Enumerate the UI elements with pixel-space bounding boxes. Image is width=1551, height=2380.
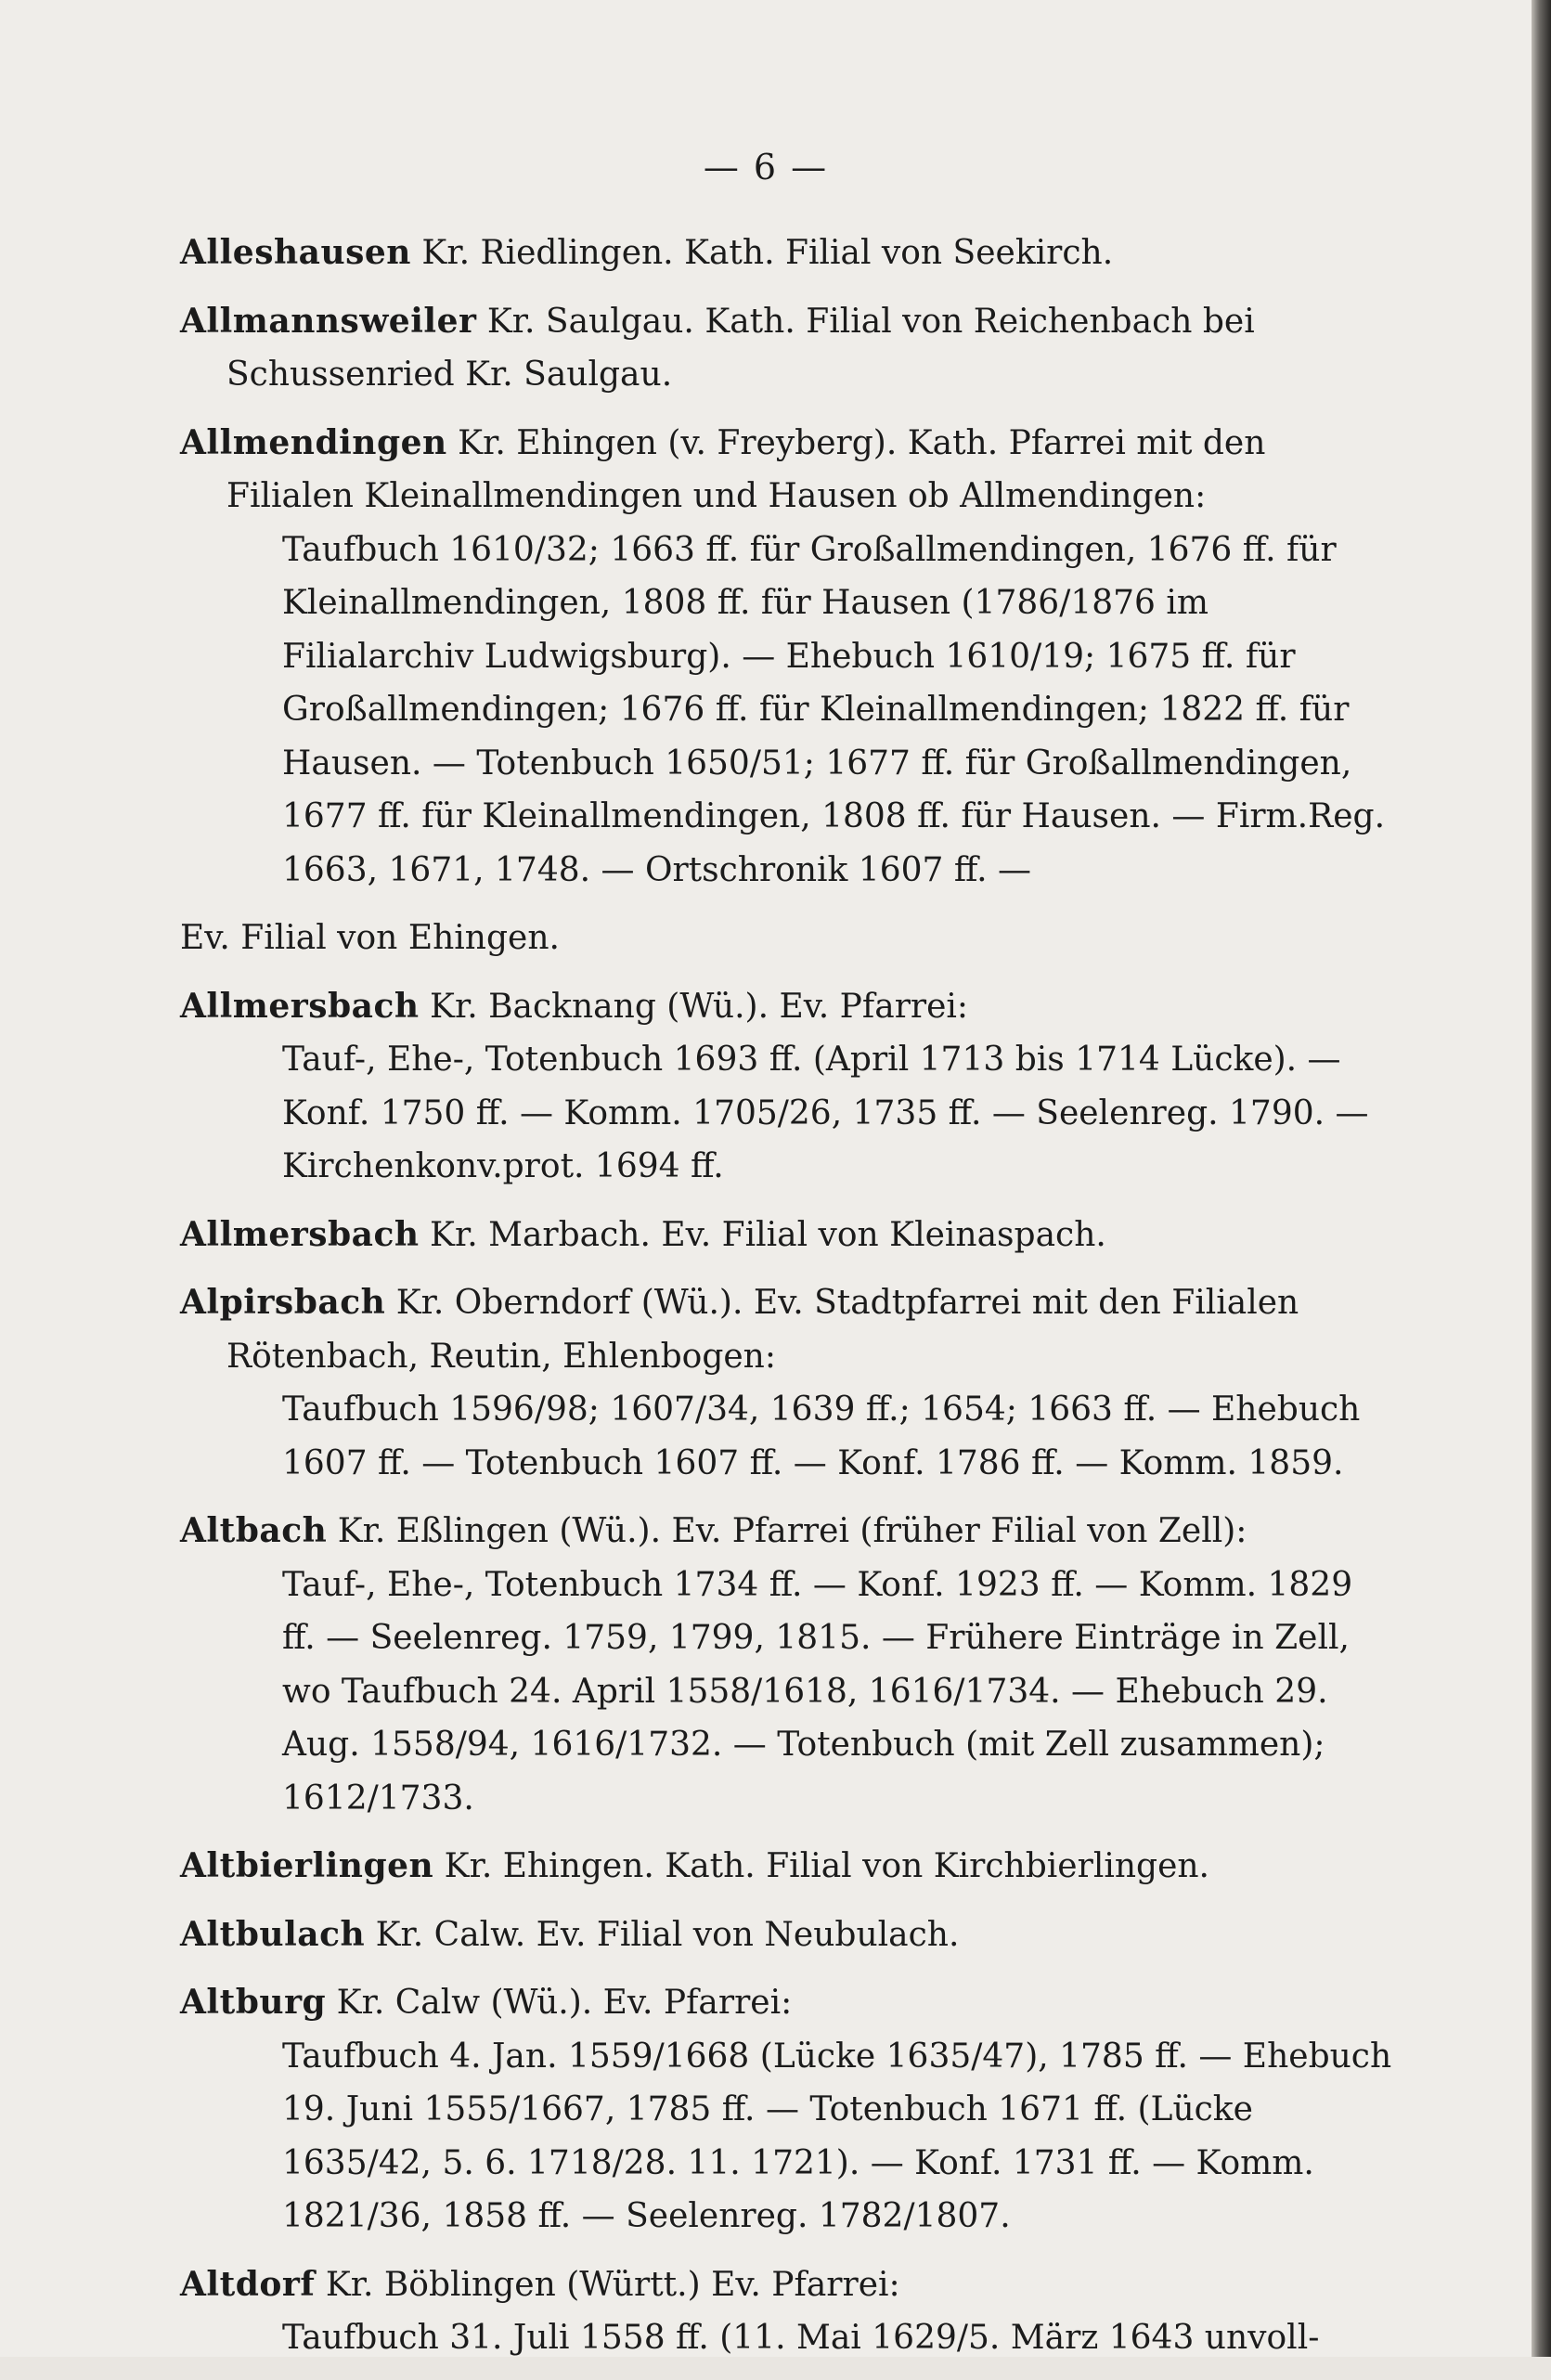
entry-allmendingen-ev: [180, 912, 1396, 965]
entry-altbierlingen: [180, 1840, 1396, 1894]
entry-text: Kr. Backnang (Wü.). Ev. Pfarrei:: [419, 987, 969, 1026]
entry-detail: Taufbuch 1596/98; 1607/34, 1639 ff.; 1654; 1663 ff. — Ehebuch 1607 ff. — Totenbuch 1607 ff. — Konf. 1786 ff. — Komm. 1859.: [282, 1390, 1361, 1482]
entry-head: Alpirsbach: [180, 1283, 386, 1322]
entry-allmendingen: [180, 417, 1396, 898]
entry-altdorf: [180, 2258, 1396, 2365]
entry-text: Kr. Oberndorf (Wü.). Ev. Stadtpfarrei mit den Filialen Rötenbach, Reutin, Ehlenbogen:: [226, 1284, 1299, 1376]
entry-head: Altbierlingen: [180, 1846, 434, 1885]
entry-text: Kr. Marbach. Ev. Filial von Kleinaspach.: [419, 1215, 1106, 1254]
entry-head: Allmersbach: [180, 986, 420, 1026]
entry-detail: Taufbuch 4. Jan. 1559/1668 (Lücke 1635/47), 1785 ff. — Ehebuch 19. Juni 1555/1667, 1785 ff. — Totenbuch 1671 ff. (Lücke 1635/42, 5. 6. 1718/28. 11. 1721). — Konf. 1731 ff. — Komm. 1821/36, 1858 ff. — Seelenreg. 1782/1807.: [282, 2037, 1392, 2235]
entry-allmannsweiler: [180, 295, 1396, 402]
entry-head: Allmersbach: [180, 1214, 420, 1254]
page-edge: [1532, 0, 1551, 2357]
entry-head: Alleshausen: [180, 233, 411, 272]
entry-text: Kr. Calw. Ev. Filial von Neubulach.: [365, 1915, 960, 1954]
entry-head: Allmannsweiler: [180, 301, 477, 341]
entry-head: Altdorf: [180, 2264, 316, 2304]
entry-altbulach: [180, 1908, 1396, 1962]
entry-text: Kr. Calw (Wü.). Ev. Pfarrei:: [326, 1984, 793, 2022]
entry-detail: Tauf-, Ehe-, Totenbuch 1693 ff. (April 1713 bis 1714 Lücke). — Konf. 1750 ff. — Komm. 1705/26, 1735 ff. — Seelenreg. 1790. — Kirchenkonv.prot. 1694 ff.: [282, 1041, 1369, 1185]
entry-text: Kr. Ehingen (v. Freyberg). Kath. Pfarrei mit den Filialen Kleinallmendingen und Hausen ob Allmendingen:: [226, 423, 1266, 515]
entry-altbach: [180, 1505, 1396, 1825]
register-entries: [180, 226, 1396, 2380]
entry-altburg: [180, 1976, 1396, 2244]
entry-detail: Tauf-, Ehe-, Totenbuch 1734 ff. — Konf. 1923 ff. — Komm. 1829 ff. — Seelenreg. 1759, 1799, 1815. — Frühere Einträge in Zell, wo Taufbuch 24. April 1558/1618, 1616/1734. — Ehebuch 29. Aug. 1558/94, 1616/1732. — Totenbuch (mit Zell zusammen); 1612/1733.: [282, 1565, 1353, 1817]
entry-text: Kr. Saulgau. Kath. Filial von Reichenbach bei Schussenried Kr. Saulgau.: [226, 302, 1255, 394]
entry-text: Kr. Riedlingen. Kath. Filial von Seekirch.: [410, 234, 1114, 272]
entry-alleshausen: [180, 226, 1396, 280]
entry-head: Altbach: [180, 1511, 328, 1550]
entry-alpirsbach: [180, 1276, 1396, 1490]
entry-detail: Taufbuch 31. Juli 1558 ff. (11. Mai 1629/5. März 1643 unvoll-: [282, 2319, 1320, 2357]
entry-text: Kr. Böblingen (Württ.) Ev. Pfarrei:: [315, 2265, 900, 2304]
entry-detail: Taufbuch 1610/32; 1663 ff. für Großallmendingen, 1676 ff. für Kleinallmendingen, 1808 ff. für Hausen (1786/1876 im Filialarchiv Ludwigsburg). — Ehebuch 1610/19; 1675 ff. für Großallmendingen; 1676 ff. für Kleinallmendingen; 1822 ff. für Hausen. — Totenbuch 1650/51; 1677 ff. für Großallmendingen, 1677 ff. für Kleinallmendingen, 1808 ff. für Hausen. — Firm.Reg. 1663, 1671, 1748. — Ortschronik 1607 ff. —: [282, 530, 1386, 889]
entry-head: Altbulach: [180, 1914, 366, 1954]
entry-allmersbach-marbach: [180, 1209, 1396, 1262]
entry-head: Allmendingen: [180, 422, 447, 462]
entry-text: Kr. Eßlingen (Wü.). Ev. Pfarrei (früher Filial von Zell):: [327, 1512, 1247, 1550]
entry-allmersbach-backnang: [180, 980, 1396, 1194]
entry-head: Altburg: [180, 1983, 327, 2022]
page-number: — 6 —: [703, 147, 829, 188]
entry-text: Ev. Filial von Ehingen.: [180, 919, 560, 957]
entry-text: Kr. Ehingen. Kath. Filial von Kirchbierlingen.: [433, 1847, 1210, 1885]
